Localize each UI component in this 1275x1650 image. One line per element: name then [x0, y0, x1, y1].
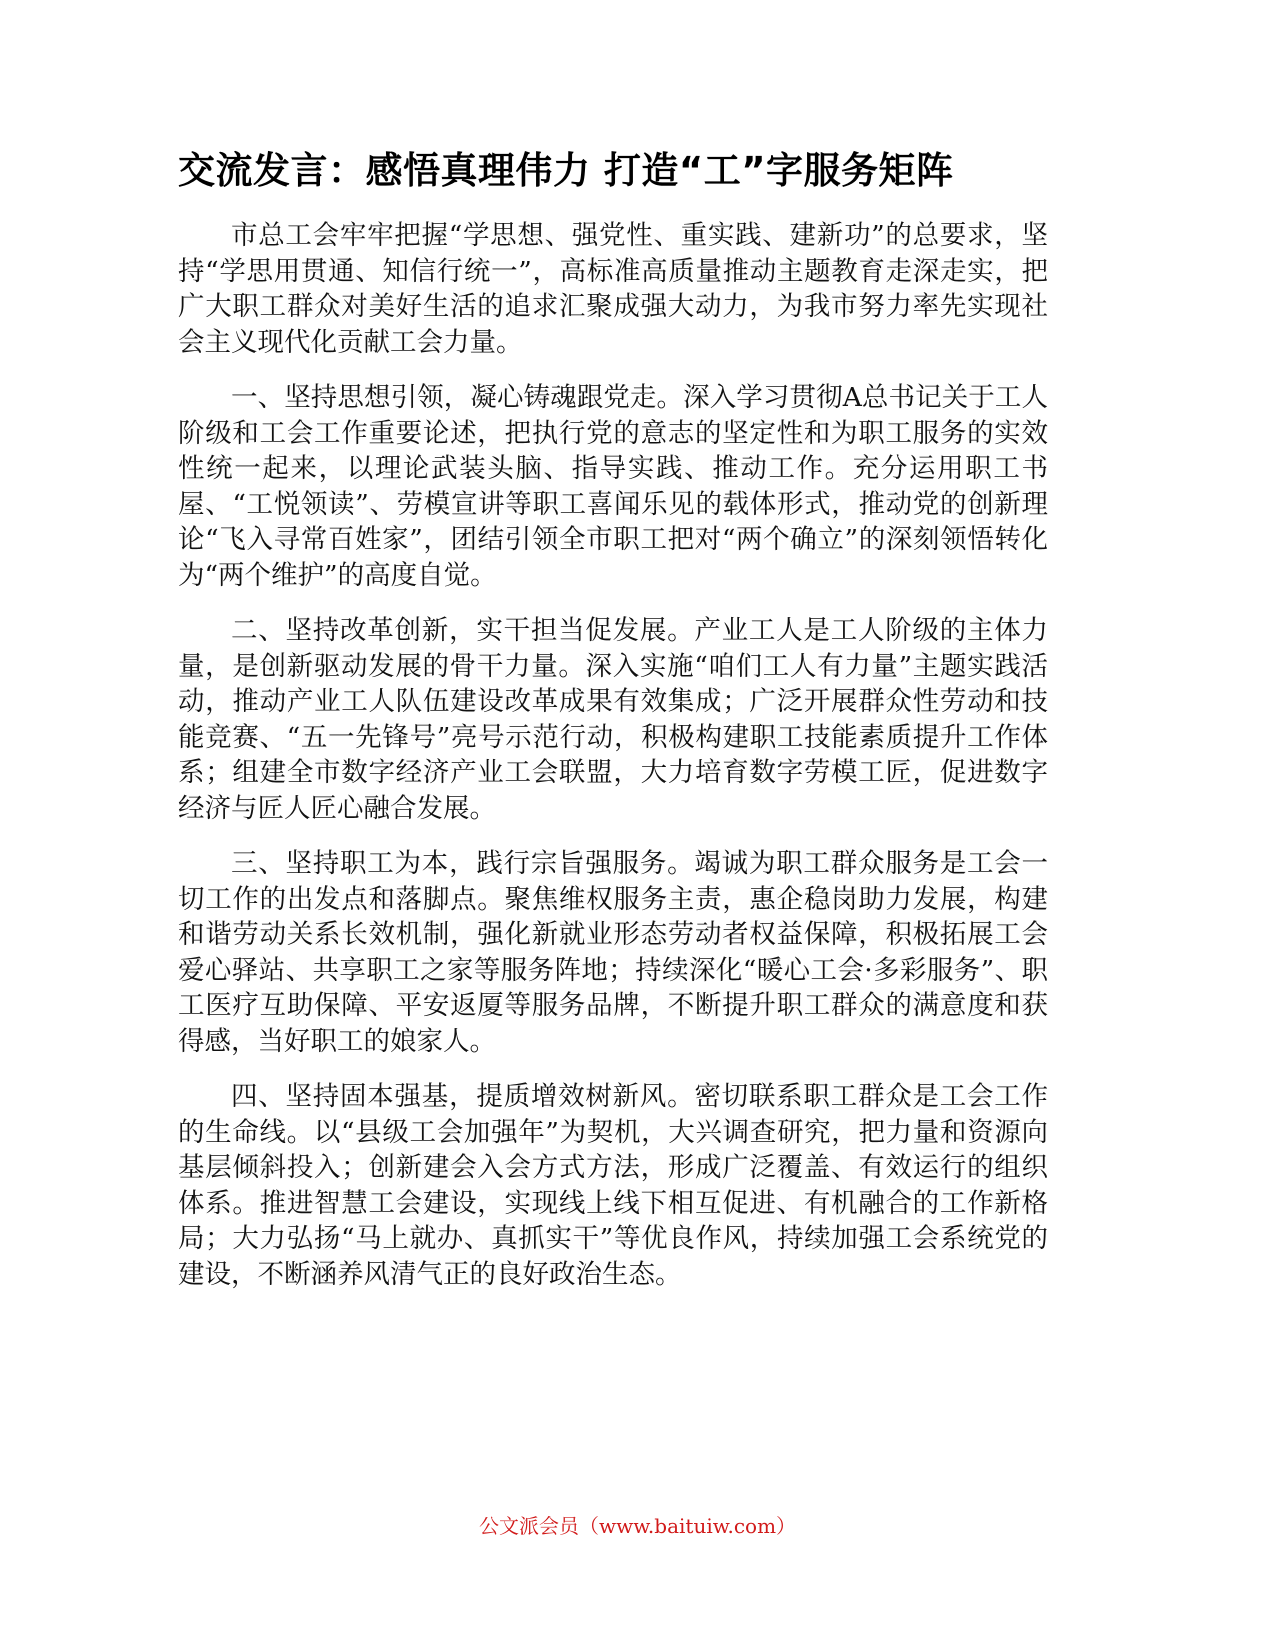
paragraph-section-1: 一、坚持思想引领，凝心铸魂跟党走。深入学习贯彻A总书记关于工人阶级和工会工作重要论述，把执行党的意志的坚定性和为职工服务的实效性统一起来，以理论武装头脑、指导实践、推动工作。充分运用职工书屋、“工悦领读”、劳模宣讲等职工喜闻乐见的载体形式，推动党的创新理论“飞入寻常百姓家”，团结引领全市职工把对“两个确立”的深刻领悟转化为“两个维护”的高度自觉。 [178, 382, 1048, 591]
paragraph-section-3: 三、坚持职工为本，践行宗旨强服务。竭诚为职工群众服务是工会一切工作的出发点和落脚点。聚焦维权服务主责，惠企稳岗助力发展，构建和谐劳动关系长效机制，强化新就业形态劳动者权益保障，积极拓展工会爱心驿站、共享职工之家等服务阵地；持续深化“暖心工会·多彩服务”、职工医疗互助保障、平安返厦等服务品牌，不断提升职工群众的满意度和获得感，当好职工的娘家人。 [178, 848, 1048, 1057]
footer-watermark-link[interactable]: 公文派会员（www.baituiw.com） [478, 1514, 797, 1538]
paragraph-intro: 市总工会牢牢把握“学思想、强党性、重实践、建新功”的总要求，坚持“学思用贯通、知信行统一”，高标准高质量推动主题教育走深走实，把广大职工群众对美好生活的追求汇聚成强大动力，为我市努力率先实现社会主义现代化贡献工会力量。 [178, 220, 1048, 358]
paragraph-section-4: 四、坚持固本强基，提质增效树新风。密切联系职工群众是工会工作的生命线。以“县级工会加强年”为契机，大兴调查研究，把力量和资源向基层倾斜投入；创新建会入会方式方法，形成广泛覆盖、有效运行的组织体系。推进智慧工会建设，实现线上线下相互促进、有机融合的工作新格局；大力弘扬“马上就办、真抓实干”等优良作风，持续加强工会系统党的建设，不断涵养风清气正的良好政治生态。 [178, 1081, 1048, 1290]
document-body [178, 218, 1048, 1312]
document-title: 交流发言：感悟真理伟力 打造“工”字服务矩阵 [178, 149, 954, 192]
paragraph-section-2: 二、坚持改革创新，实干担当促发展。产业工人是工人阶级的主体力量，是创新驱动发展的骨干力量。深入实施“咱们工人有力量”主题实践活动，推动产业工人队伍建设改革成果有效集成；广泛开展群众性劳动和技能竞赛、“五一先锋号”亮号示范行动，积极构建职工技能素质提升工作体系；组建全市数字经济产业工会联盟，大力培育数字劳模工匠，促进数字经济与匠人匠心融合发展。 [178, 615, 1048, 824]
